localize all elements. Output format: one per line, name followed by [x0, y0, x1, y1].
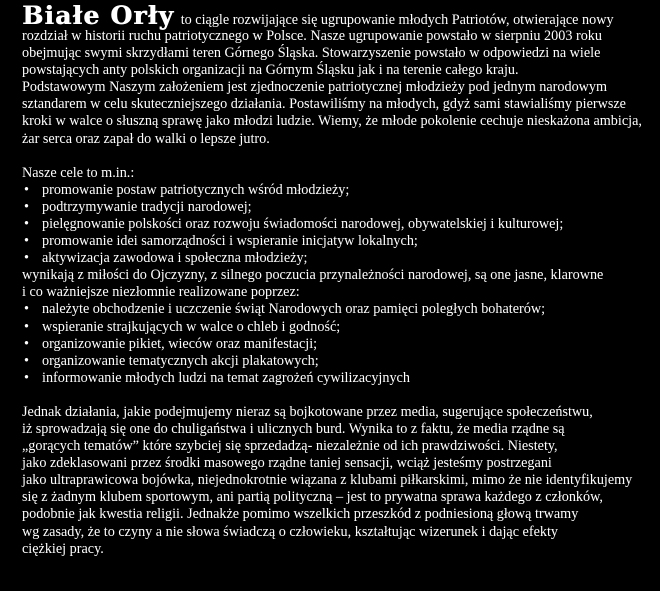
list-item: [22, 182, 642, 199]
list-item: [22, 353, 642, 370]
list-item: [22, 370, 642, 387]
intro-line: Podstawowym Naszym założeniem jest zjednoczenie patriotycznej młodzieży pod jednym narodowym: [22, 79, 608, 96]
goals-list: [22, 182, 642, 267]
intro-line: obejmując swymi skrzydłami teren Górnego Śląska. Stowarzyszenie powstało w odpowiedzi na wiele: [22, 45, 601, 62]
middle-line: wynikają z miłości do Ojczyzny, z silnego poczucia przynależności narodowej, są one jasne, klarowne: [22, 267, 604, 284]
list-item-text: organizowanie tematycznych akcji plakatowych;: [42, 352, 319, 369]
closing-line: jako ultraprawicowa bojówka, niejednokrotnie wiązana z klubami piłkarskimi, mimo że nie identyfikujemy: [22, 472, 633, 489]
list-item: [22, 336, 642, 353]
goals-heading: Nasze cele to m.in.:: [22, 164, 135, 181]
list-item-text: aktywizacja zawodowa i społeczna młodzieży;: [42, 250, 308, 267]
bullet-icon: •: [24, 181, 29, 198]
list-item: [22, 319, 642, 336]
list-item: [22, 216, 642, 233]
bullet-icon: •: [24, 318, 29, 335]
list-item-text: pielęgnowanie polskości oraz rozwoju świadomości narodowej, obywatelskiej i kulturowej;: [42, 215, 564, 232]
list-item-text: podtrzymywanie tradycji narodowej;: [42, 198, 252, 215]
closing-line: „gorących tematów” które szybciej się sprzedadzą- niezależnie od ich prawdziwości. Niestety,: [22, 438, 558, 455]
list-item-text: należyte obchodzenie i uczczenie świąt Narodowych oraz pamięci poległych bohaterów;: [42, 301, 546, 318]
list-item-text: organizowanie pikiet, wieców oraz manifestacji;: [42, 335, 318, 352]
bullet-icon: •: [24, 215, 29, 232]
list-item: [22, 199, 642, 216]
list-item-text: promowanie postaw patriotycznych wśród młodzieży;: [42, 181, 350, 198]
list-item-text: promowanie idei samorządności i wspieranie inicjatyw lokalnych;: [42, 233, 418, 250]
bullet-icon: •: [24, 233, 29, 250]
list-item-text: wspieranie strajkujących w walce o chleb i godność;: [42, 318, 341, 335]
article-text: [22, 1, 642, 558]
list-item: [22, 233, 642, 250]
closing-line: podobnie jak kwestia religii. Jednakże pomimo wszelkich przeszkód z podniesioną głową trwamy: [22, 506, 579, 523]
list-item: [22, 301, 642, 318]
bullet-icon: •: [24, 352, 29, 369]
paragraph-gap: [22, 387, 642, 404]
closing-line: się z żadnym klubem sportowym, ani partią polityczną – jest to prywatna sprawa każdego z członków,: [22, 489, 603, 506]
brand-logo-text: Białe Orły: [22, 1, 175, 30]
bullet-icon: •: [24, 198, 29, 215]
intro-line: żar serca oraz zapał do walki o lepsze jutro.: [22, 130, 270, 147]
closing-line: Jednak działania, jakie podejmujemy nieraz są bojkotowane przez media, sugerujące społeczeństwu,: [22, 403, 593, 420]
list-item: [22, 250, 642, 267]
bullet-icon: •: [24, 301, 29, 318]
bullet-icon: •: [24, 250, 29, 267]
intro-line: powstających anty polskich organizacji na Górnym Śląsku jak i na terenie całego kraju.: [22, 62, 519, 79]
intro-first-line: [22, 1, 642, 30]
paragraph-gap: [22, 148, 642, 165]
list-item-text: informowanie młodych ludzi na temat zagrożeń cywilizacyjnych: [42, 369, 410, 386]
intro-line: rozdział w historii ruchu patriotycznego w Polsce. Nasze ugrupowanie powstało w sierpniu 2003 roku: [22, 28, 602, 44]
intro-line: sztandarem w celu skuteczniejszego działania. Postawiliśmy na młodych, gdyż sami stawialiśmy pierwsze: [22, 96, 626, 113]
closing-line: jako zdeklasowani przez środki masowego rządne taniej sensacji, wciąż jesteśmy postrzegani: [22, 455, 552, 472]
closing-line: ciężkiej pracy.: [22, 540, 104, 557]
closing-line: iż sprowadzają się one do chuligaństwa i ulicznych burd. Wynika to z faktu, że media rządne są: [22, 420, 565, 437]
intro-line: kroki w walce o słuszną sprawę jako młodzi ludzie. Wiemy, że młode pokolenie cechuje nieskażona ambicja,: [22, 113, 642, 130]
intro-line: to ciągle rozwijające się ugrupowanie młodych Patriotów, otwierające nowy: [180, 12, 614, 28]
bullet-icon: •: [24, 335, 29, 352]
middle-line: i co ważniejsze niezłomnie realizowane poprzez:: [22, 284, 300, 301]
closing-line: wg zasady, że to czyny a nie słowa świadczą o człowieku, kształtując wizerunek i dając efekty: [22, 523, 558, 540]
actions-list: [22, 301, 642, 386]
bullet-icon: •: [24, 369, 29, 386]
